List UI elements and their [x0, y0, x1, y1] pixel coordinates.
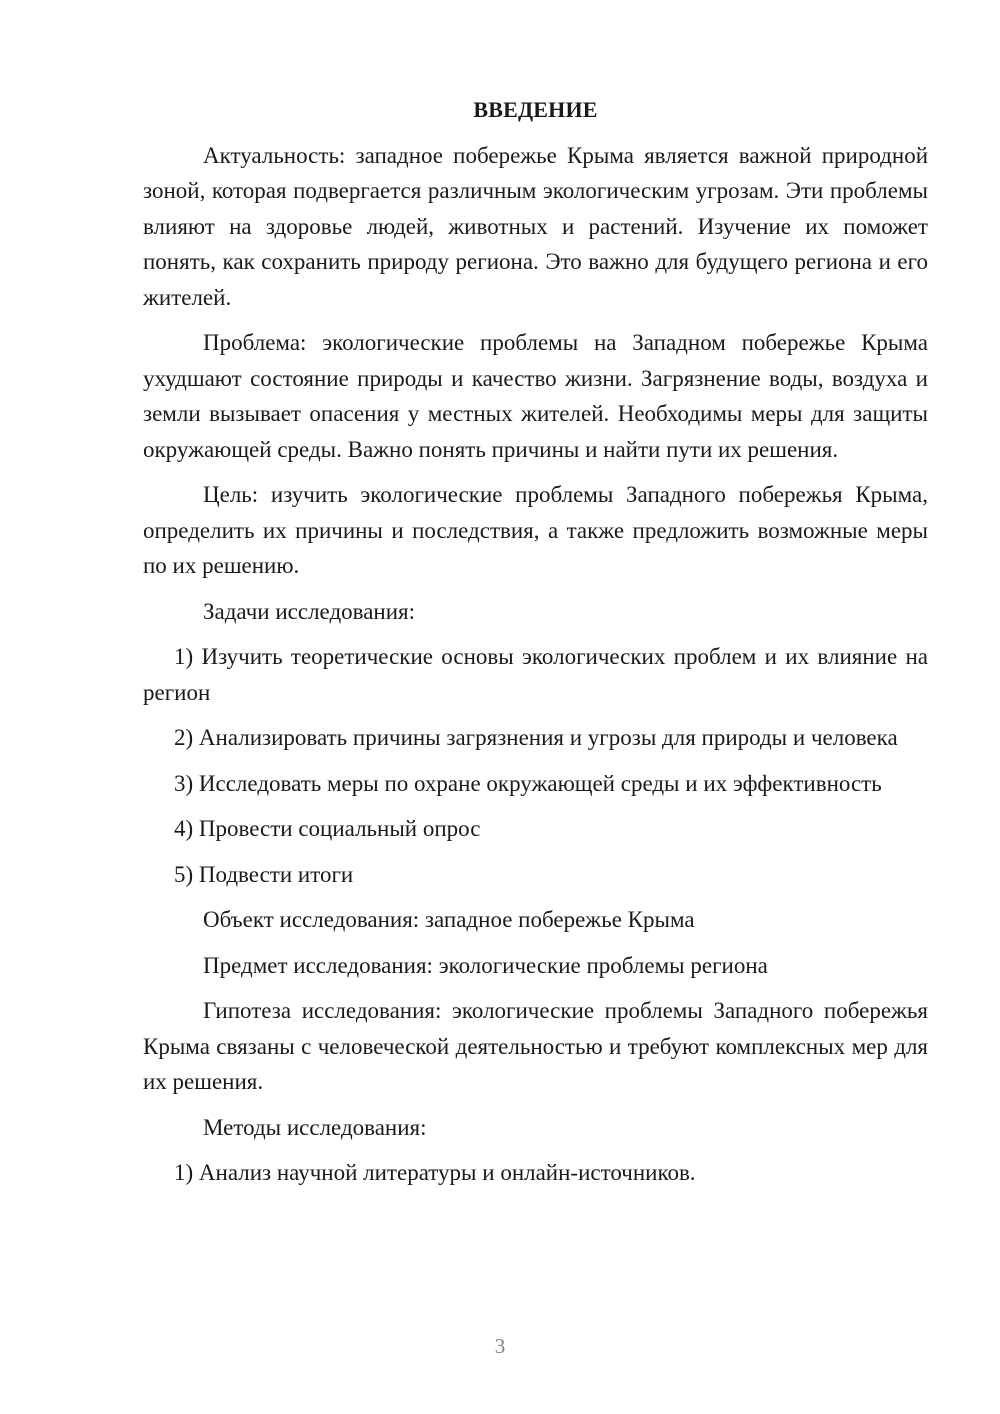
task-item: 3) Исследовать меры по охране окружающей среды и их эффективность — [174, 770, 882, 796]
task-item: 5) Подвести итоги — [174, 861, 354, 887]
object-paragraph: Объект исследования: западное побережье Крыма — [203, 907, 695, 932]
tasks-heading: Задачи исследования: — [203, 598, 416, 624]
method-item: 1) Анализ научной литературы и онлайн-источников. — [174, 1160, 696, 1185]
page-title: ВВЕДЕНИЕ — [473, 97, 598, 122]
task-item: 4) Провести социальный опрос — [174, 816, 481, 841]
page-number: 3 — [494, 1334, 506, 1358]
relevance-paragraph: Актуальность: западное побережье Крыма является важной природной зоной, которая подвергается различным экологическим угрозам. Эти проблемы влияют на здоровье людей, животных и растений. Изучение их поможет понять, как сохранить природу региона. Это важно для будущего региона и его жителей. — [143, 142, 928, 310]
goal-paragraph: Цель: изучить экологические проблемы Западного побережья Крыма, определить их причины и последствия, а также предложить возможные меры по их решению. — [143, 482, 928, 578]
document-page — [143, 92, 928, 1201]
hypothesis-paragraph: Гипотеза исследования: экологические проблемы Западного побережья Крыма связаны с человеческой деятельностью и требуют комплексных мер для их решения. — [143, 998, 928, 1094]
task-item: 1) Изучить теоретические основы экологических проблем и их влияние на регион — [143, 644, 928, 705]
methods-heading: Методы исследования: — [203, 1114, 427, 1140]
subject-paragraph: Предмет исследования: экологические проблемы региона — [203, 952, 768, 978]
task-item: 2) Анализировать причины загрязнения и угрозы для природы и человека — [174, 725, 898, 750]
problem-paragraph: Проблема: экологические проблемы на Западном побережье Крыма ухудшают состояние природы и качество жизни. Загрязнение воды, воздуха и земли вызывает опасения у местных жителей. Необходимы меры для защиты окружающей среды. Важно понять причины и найти пути их решения. — [143, 330, 928, 462]
